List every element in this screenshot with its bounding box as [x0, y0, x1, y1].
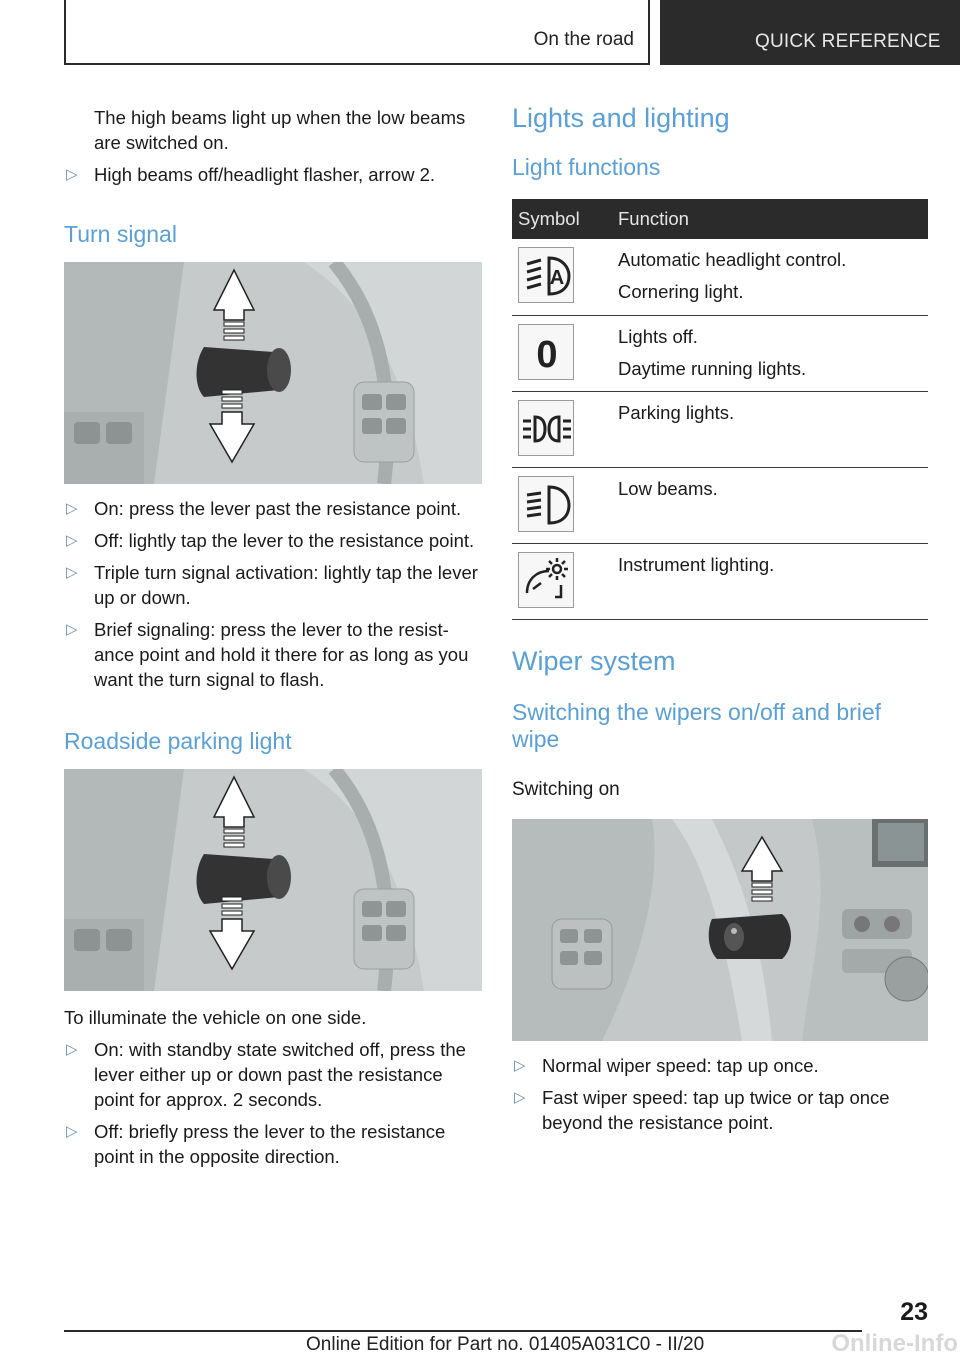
header-chapter-box [660, 0, 960, 65]
lights-heading: Lights and lighting [512, 103, 730, 133]
list-item: ▷ Triple turn signal activation: lightly tap the lever up or down. [66, 562, 478, 608]
list-item: ▷ Off: lightly tap the lever to the resistance point. [66, 530, 475, 551]
bullet-triangle-icon: ▷ [66, 1123, 78, 1140]
automatic-headlight-icon [518, 247, 574, 303]
roadside-parking-lever-illustration [64, 769, 482, 991]
bullet-triangle-icon: ▷ [66, 532, 78, 549]
bullet-triangle-icon: ▷ [514, 1088, 526, 1106]
turn-signal-heading: Turn signal [64, 221, 177, 247]
section-title: On the road [533, 29, 634, 50]
roadside-parking-text: To illuminate the vehicle on one side. [64, 1007, 367, 1028]
bullet-triangle-icon: ▷ [66, 1041, 78, 1058]
function-text: Daytime running lights. [618, 357, 807, 379]
turn-signal-lever-illustration [64, 262, 482, 484]
low-beams-icon [518, 476, 574, 532]
lights-off-icon [518, 324, 574, 380]
function-text: Low beams. [618, 477, 718, 499]
function-text: Instrument lighting. [618, 553, 775, 575]
wiper-heading: Wiper system [512, 645, 676, 676]
table-row [512, 239, 928, 315]
footer-divider [64, 1330, 862, 1332]
list-item: ▷ Off: briefly press the lever to the resistance point in the opposite direction. [66, 1121, 446, 1167]
bullet-triangle-icon: ▷ [514, 1056, 526, 1074]
list-item: ▷ On: press the lever past the resistance point. [66, 498, 462, 519]
bullet-triangle-icon: ▷ [66, 500, 78, 517]
intro-text: The high beams light up when the low beams are switched on. [94, 107, 466, 153]
function-text: Automatic headlight control. [618, 249, 847, 270]
list-item: ▷ Brief signaling: press the lever to the resist-ance point and hold it there for as long as you want the turn signal to flash. [66, 619, 469, 690]
watermark: Online-Info [831, 1330, 958, 1357]
svg-text:A: A [549, 267, 565, 289]
table-row [512, 391, 928, 467]
light-functions-heading: Light functions [512, 154, 661, 180]
list-item: ▷ Normal wiper speed: tap up once. [514, 1054, 819, 1076]
table-row [512, 315, 928, 391]
table-row [512, 467, 928, 543]
bullet-triangle-icon: ▷ [66, 564, 78, 581]
light-functions-table [512, 199, 928, 620]
table-header-function: Function [612, 199, 928, 239]
list-item: ▷ High beams off/headlight flasher, arrow 2. [66, 164, 436, 185]
left-column [64, 100, 482, 1169]
wiper-switch-heading: Switching the wipers on/off and brief wipe [512, 698, 882, 752]
switching-on-heading: Switching on [512, 778, 620, 800]
table-header-row [512, 199, 928, 239]
function-text: Parking lights. [618, 401, 735, 423]
header-section-box [64, 0, 650, 65]
table-row [512, 543, 928, 619]
chapter-title: QUICK REFERENCE [755, 31, 941, 52]
svg-text:0: 0 [536, 333, 558, 376]
roadside-parking-heading: Roadside parking light [64, 728, 292, 754]
wiper-lever-illustration [512, 819, 928, 1041]
bullet-triangle-icon: ▷ [66, 621, 78, 638]
bullet-triangle-icon: ▷ [66, 166, 78, 183]
footer-edition: Online Edition for Part no. 01405A031C0 - II/20 [306, 1334, 705, 1355]
parking-lights-icon [518, 400, 574, 456]
table-header-symbol: Symbol [512, 199, 612, 239]
instrument-lighting-icon [518, 552, 574, 608]
function-text: Lights off. [618, 325, 698, 347]
function-text: Cornering light. [618, 281, 744, 302]
right-column [512, 100, 928, 1135]
page-number: 23 [900, 1298, 928, 1326]
list-item: ▷ On: with standby state switched off, press the lever either up or down past the resistance point for approx. 2 seconds. [66, 1039, 466, 1110]
list-item: ▷ Fast wiper speed: tap up twice or tap once beyond the resistance point. [514, 1086, 890, 1133]
